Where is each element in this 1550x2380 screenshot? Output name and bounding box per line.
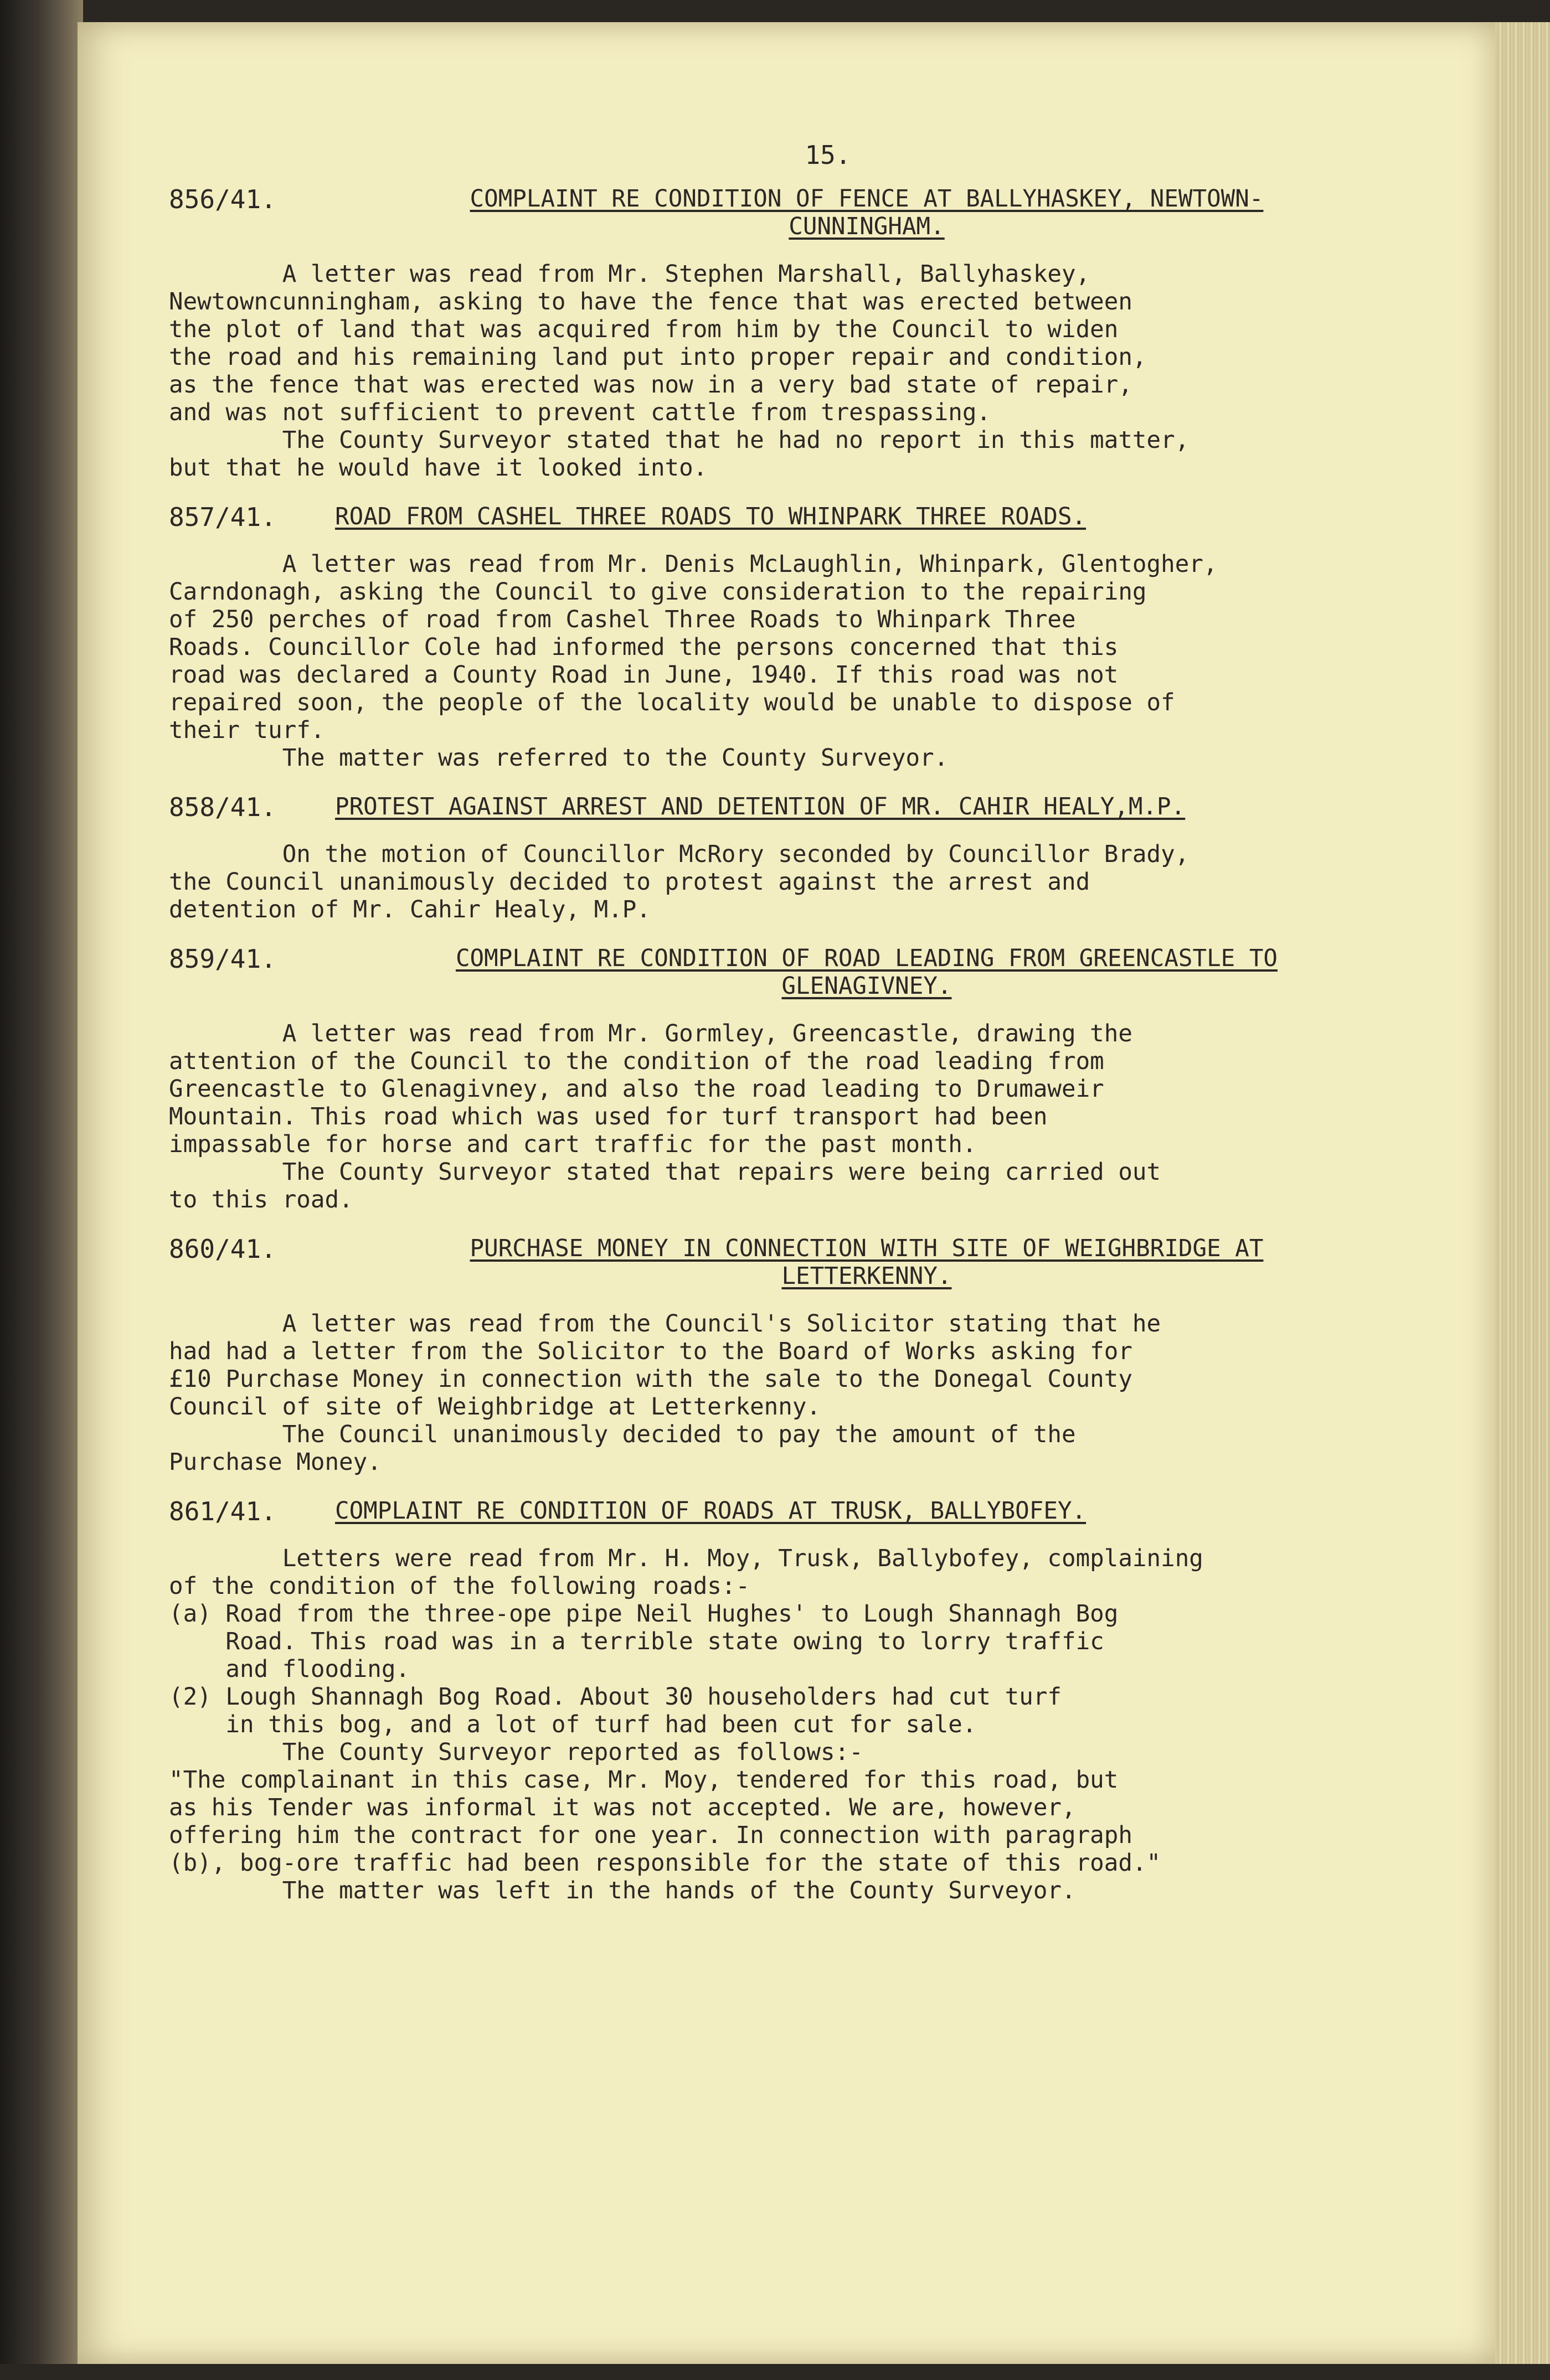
minute-entry xyxy=(169,185,1420,482)
minute-entry xyxy=(169,945,1420,1214)
entry-header xyxy=(169,945,1420,1000)
entry-title: PURCHASE MONEY IN CONNECTION WITH SITE OF WEIGHBRIDGE AT LETTERKENNY. xyxy=(470,1235,1264,1290)
bottom-edge xyxy=(0,2364,1550,2380)
entry-quotation: "The complainant in this case, Mr. Moy, tendered for this road, but as his Tender was informal it was not accepted. We are, however, offering him the contract for one year. In connection with paragraph (b), bog-ore traffic had been responsible for the state of this road." xyxy=(169,1767,1161,1877)
entry-paragraph: A letter was read from Mr. Denis McLaughlin, Whinpark, Glentogher, Carndonagh, asking the Council to give consideration to the repairing of 250 perches of road from Cashel Three Roads to Whinpark Three Roads. Councillor Cole had informed the persons concerned that this road was declared a County Road in June, 1940. If this road was not repaired soon, the people of the locality would be unable to dispose of their turf. xyxy=(169,551,1218,744)
minute-entry xyxy=(169,793,1420,924)
entry-number: 856/41. xyxy=(169,184,276,214)
entry-header xyxy=(169,1235,1420,1290)
entry-number: 858/41. xyxy=(169,792,276,822)
entry-paragraph: The County Surveyor reported as follows:- xyxy=(169,1739,863,1766)
minute-entry xyxy=(169,1235,1420,1476)
entry-title: COMPLAINT RE CONDITION OF ROADS AT TRUSK, BALLYBOFEY. xyxy=(335,1498,1086,1525)
entry-header xyxy=(169,185,1420,241)
entry-header xyxy=(169,1498,1420,1525)
minute-entry xyxy=(169,1498,1420,1905)
entry-paragraph: A letter was read from the Council's Solicitor stating that he had had a letter from the Solicitor to the Board of Works asking for £10 Purchase Money in connection with the sale to the Donegal County Council of site of Weighbridge at Letterkenny. xyxy=(169,1310,1161,1421)
entry-paragraph: The County Surveyor stated that he had no report in this matter, but that he would have it looked into. xyxy=(169,427,1189,482)
entry-number: 859/41. xyxy=(169,944,276,974)
entry-list-item: (2) Lough Shannagh Bog Road. About 30 householders had cut turf in this bog, and a lot of turf had been cut for sale. xyxy=(169,1684,1062,1738)
entry-paragraph: The matter was left in the hands of the County Surveyor. xyxy=(169,1877,1076,1904)
page-edges xyxy=(1495,22,1550,2364)
entry-paragraph: Letters were read from Mr. H. Moy, Trusk, Ballybofey, complaining of the condition of the following roads:- xyxy=(169,1545,1203,1600)
page-number: 15. xyxy=(805,140,851,170)
entry-paragraph: On the motion of Councillor McRory seconded by Councillor Brady, the Council unanimously decided to protest against the arrest and detention of Mr. Cahir Healy, M.P. xyxy=(169,841,1189,923)
entry-number: 861/41. xyxy=(169,1496,276,1526)
entry-title: PROTEST AGAINST ARREST AND DETENTION OF MR. CAHIR HEALY,M.P. xyxy=(335,793,1186,820)
entry-title: COMPLAINT RE CONDITION OF FENCE AT BALLYHASKEY, NEWTOWN- CUNNINGHAM. xyxy=(470,185,1264,240)
minutes-document xyxy=(169,141,1420,1926)
minute-entry xyxy=(169,503,1420,772)
entry-title: ROAD FROM CASHEL THREE ROADS TO WHINPARK THREE ROADS. xyxy=(335,503,1086,530)
entry-header xyxy=(169,503,1420,531)
binding-gutter xyxy=(0,0,83,2380)
entry-paragraph: A letter was read from Mr. Gormley, Greencastle, drawing the attention of the Council to the condition of the road leading from Greencastle to Glenagivney, and also the road leading to Drumaweir Mountain. This road which was used for turf transport had been impassable for horse and cart traffic for the past month. xyxy=(169,1020,1132,1158)
entry-list-item: (a) Road from the three-ope pipe Neil Hughes' to Lough Shannagh Bog Road. This road was in a terrible state owing to lorry traffic and flooding. xyxy=(169,1601,1119,1683)
entry-paragraph: A letter was read from Mr. Stephen Marshall, Ballyhaskey, Newtowncunningham, asking to have the fence that was erected between the plot of land that was acquired from him by the Council to widen the road and his remaining land put into proper repair and condition, as the fence that was erected was now in a very bad state of repair, and was not sufficient to prevent cattle from trespassing. xyxy=(169,261,1147,426)
entry-paragraph: The County Surveyor stated that repairs were being carried out to this road. xyxy=(169,1159,1161,1214)
entry-paragraph: The Council unanimously decided to pay the amount of the Purchase Money. xyxy=(169,1421,1076,1476)
entry-number: 857/41. xyxy=(169,502,276,532)
entry-header xyxy=(169,793,1420,821)
entry-paragraph: The matter was referred to the County Surveyor. xyxy=(169,745,949,772)
entry-number: 860/41. xyxy=(169,1234,276,1264)
entry-title: COMPLAINT RE CONDITION OF ROAD LEADING FROM GREENCASTLE TO GLENAGIVNEY. xyxy=(455,945,1278,1000)
